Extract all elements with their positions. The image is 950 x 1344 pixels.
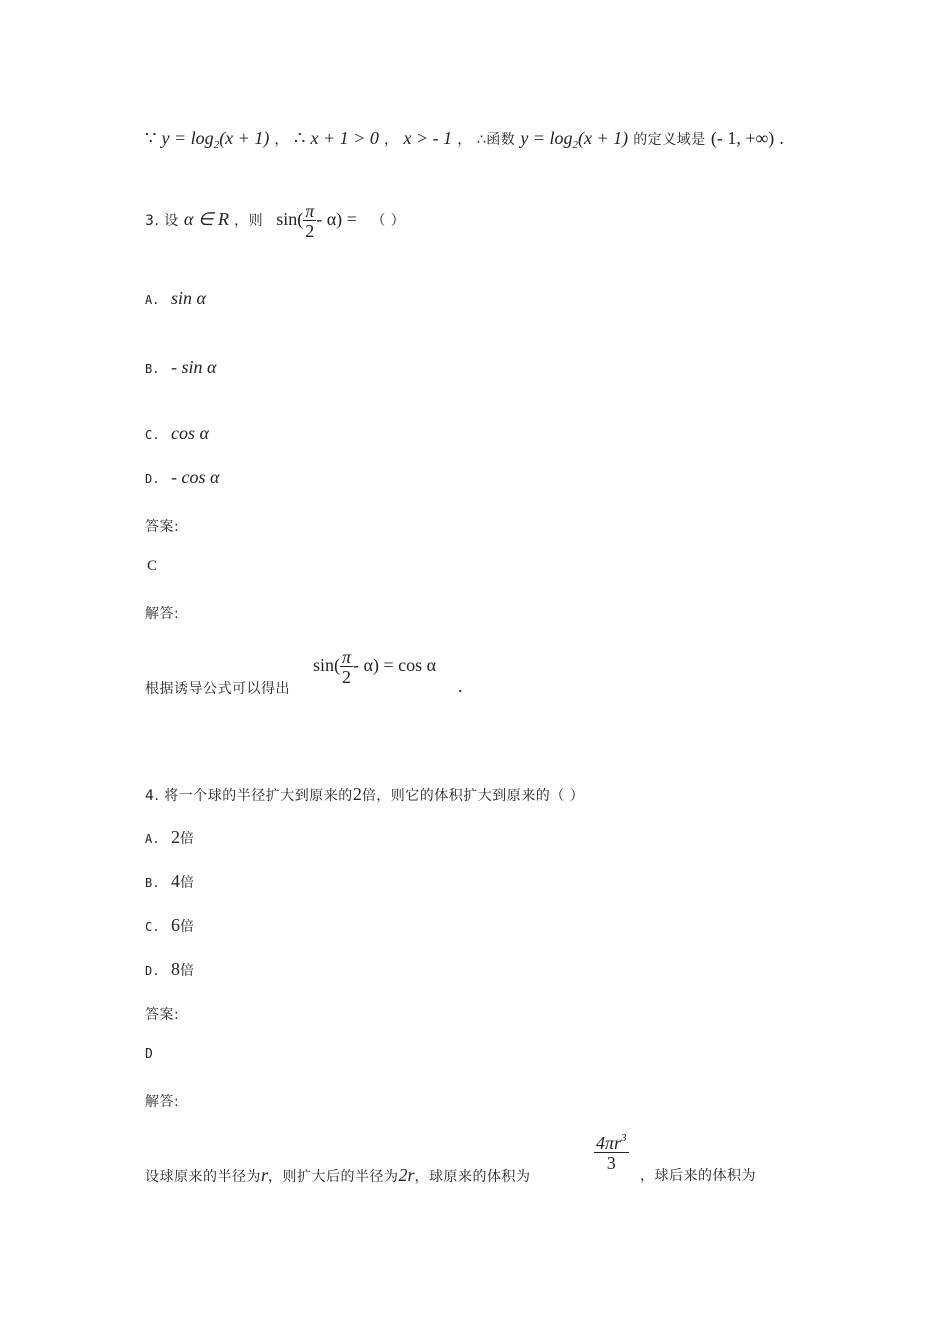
solution-label: 解答: <box>145 606 180 622</box>
document-page: ∵ $y = \log_2(x + 1)$ ， ∴ x + 1 > 0 ， x > - 1 ， ∴函数 $y = \log_2(x + 1)$ 的定义域是 (- 1, +∞) . 3. 设 α ∈ R ，则 sin( $\frac{\pi}{2}$ - α) = （ ） A. sin α B. - sin α C. cos α D. - cos α 答案: C 解答: 根据诱导公式可以得出 sin( $\frac{\pi}{2}$ - α) = cos α . 4. 将一个球的半径扩大到原来的2倍，则它的体积扩大到原来的（ ） A. 2倍 B. 4倍 C. 6倍 D. 8倍 答案: D 解答: 设球原来的半径为r，则扩大后的半径为2r，球原来的体积为 $\frac{4\pi r^3}{3}$ ，球后来的体积为 <box>145 128 784 1185</box>
option-c: C. cos α <box>145 423 209 443</box>
question-3-prefix: 3. 设 <box>145 213 179 230</box>
q4-option-d: D. 8倍 <box>145 959 195 979</box>
solution-text: 根据诱导公式可以得出 <box>145 681 290 697</box>
inequality-1: x + 1 > 0 <box>310 128 379 148</box>
option-b: B. - sin α <box>145 357 217 377</box>
solution-expression: sin( $\frac{\pi}{2}$ - α) = cos α <box>313 647 437 687</box>
solution-fraction: $\frac{\pi}{2}$ <box>342 647 352 687</box>
q4-solution-text: 设球原来的半径为r，则扩大后的半径为2r，球原来的体积为 <box>145 1165 531 1185</box>
answer-label: 答案: <box>145 519 180 535</box>
function-expression: $y = \log_2(x + 1)$ <box>161 128 270 151</box>
answer-value: C <box>147 558 158 574</box>
inequality-2: x > - 1 <box>403 128 453 148</box>
question-3-expression: sin( $\frac{\pi}{2}$ - α) = <box>276 201 357 241</box>
volume-fraction: $\frac{4\pi r^3}{3}$ <box>596 1132 627 1173</box>
q4-option-a: A. 2倍 <box>145 827 195 847</box>
question-3: 3. 设 α ∈ R ，则 sin( $\frac{\pi}{2}$ - α) = （ ） <box>145 201 406 241</box>
because-symbol: ∵ <box>145 128 157 148</box>
domain-derivation-line: ∵ $y = \log_2(x + 1)$ ， ∴ x + 1 > 0 ， x > - 1 ， ∴函数 $y = \log_2(x + 1)$ 的定义域是 (- 1, +∞) . <box>145 128 784 151</box>
q4-solution-label: 解答: <box>145 1094 180 1110</box>
q4-answer-value: D <box>145 1047 153 1062</box>
question-4: 4. 将一个球的半径扩大到原来的2倍，则它的体积扩大到原来的（ ） <box>145 784 585 804</box>
answer-blank: （ ） <box>371 213 406 230</box>
q4-option-c: C. 6倍 <box>145 915 195 935</box>
question-3-condition: α ∈ R <box>183 209 230 230</box>
function-expression-2: $y = \log_2(x + 1)$ <box>520 128 629 151</box>
q4-answer-label: 答案: <box>145 1007 180 1023</box>
option-a: A. sin α <box>145 288 206 308</box>
pi-over-2-fraction: $\frac{\pi}{2}$ <box>305 201 315 241</box>
q4-option-b: B. 4倍 <box>145 871 195 891</box>
option-d: D. - cos α <box>145 467 220 487</box>
domain-interval: (- 1, +∞) <box>710 128 775 148</box>
